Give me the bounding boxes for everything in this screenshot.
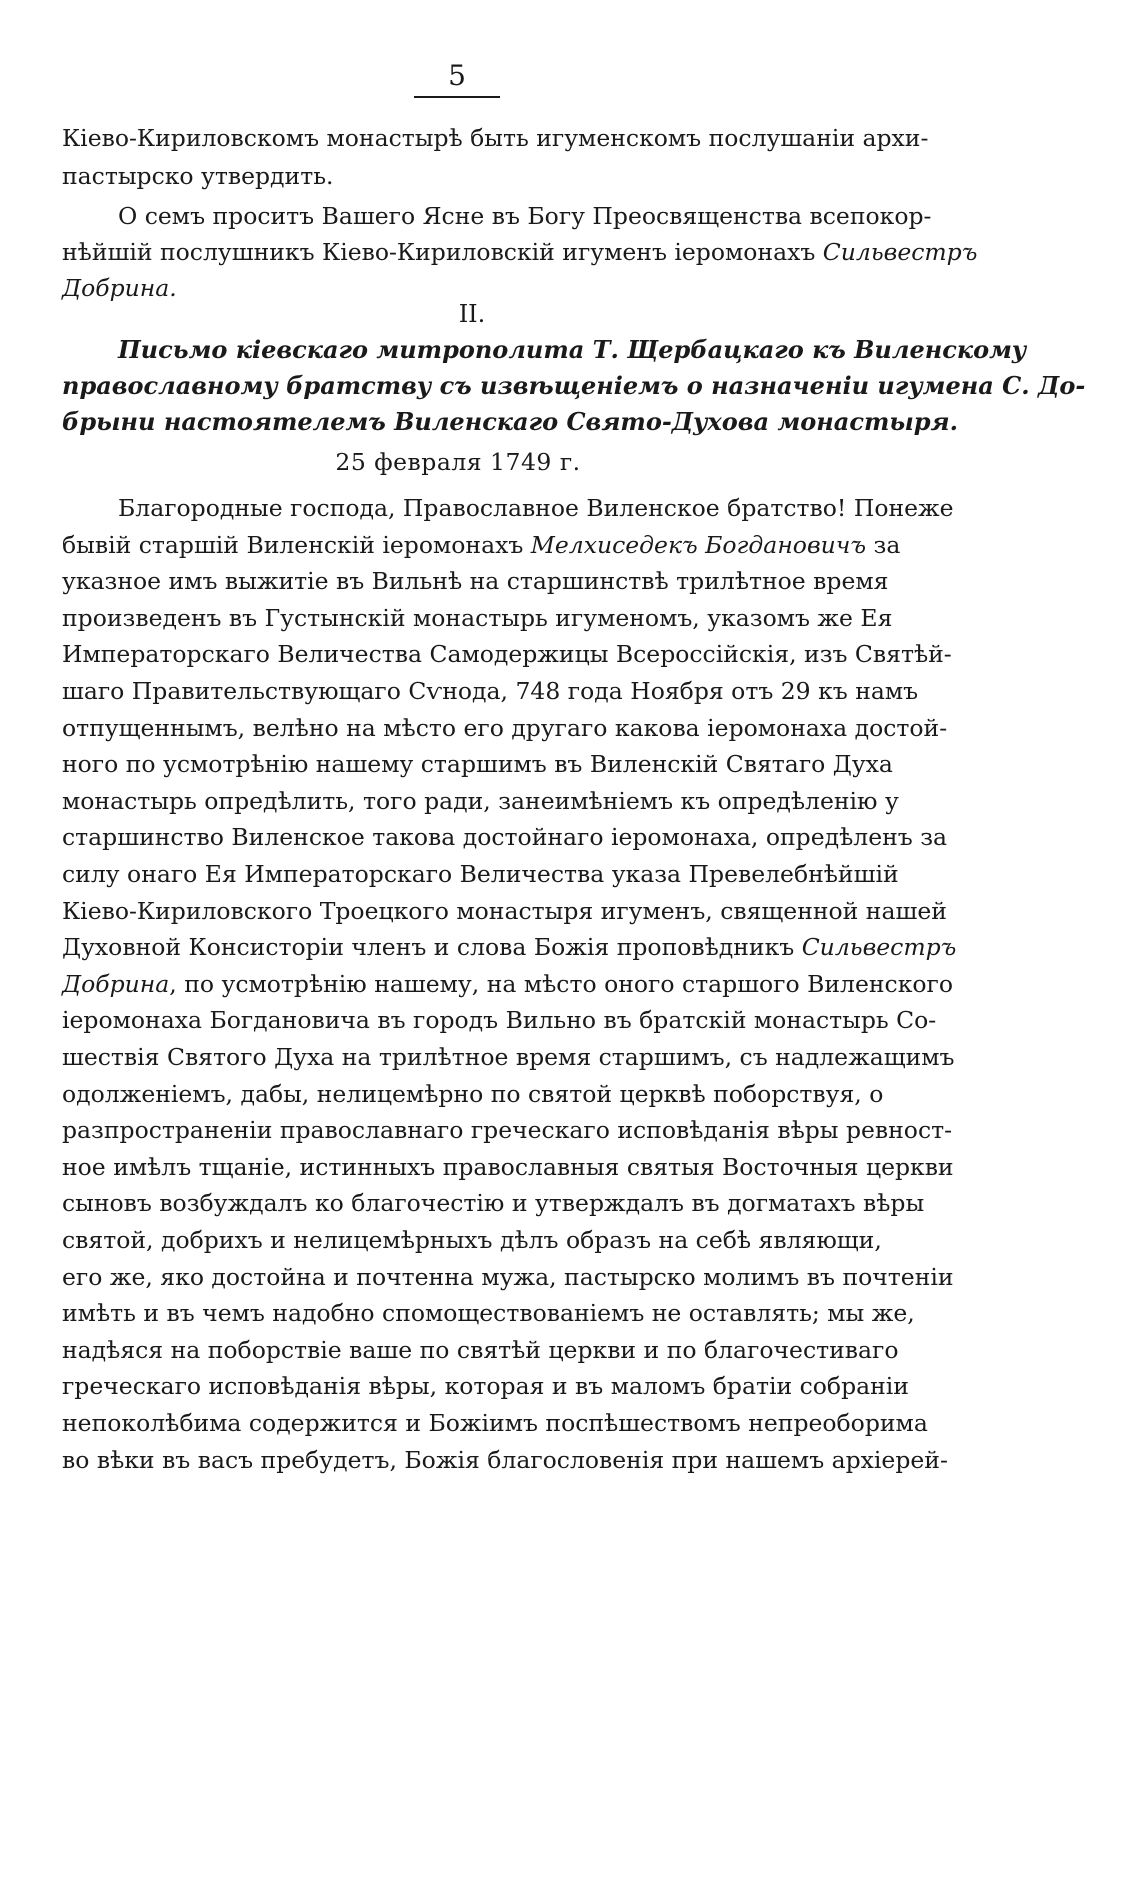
text-span: Кіево-Кириловскомъ монастырѣ быть игуменскомъ послушаніи архи-: [62, 124, 929, 152]
page-number-rule: [414, 96, 500, 98]
text-span: разпространеніи православнаго греческаго исповѣданія вѣры ревност-: [62, 1116, 953, 1145]
text-line: [62, 712, 948, 744]
text-span: имѣть и въ чемъ надобно спомоществованіемъ не оставлять; мы же,: [62, 1299, 915, 1328]
text-line: [62, 1151, 954, 1183]
text-span: силу онаго Ея Императорскаго Величества указа Превелебнѣйшій: [62, 860, 899, 888]
text-span: ное имѣлъ тщаніе, истинныхъ православныя святыя Восточныя церкви: [62, 1152, 954, 1181]
text-line: [62, 1187, 925, 1219]
text-span: старшинство Виленское такова достойнаго іеромонаха, опредѣленъ за: [62, 823, 948, 852]
letter-date: 25 февраля 1749 г.: [335, 448, 581, 476]
text-line: [62, 602, 893, 634]
text-line: [62, 160, 862, 192]
text-span: Благородные господа, Православное Виленское братство! Понеже: [118, 494, 954, 522]
text-line: [62, 1224, 882, 1256]
text-line: [118, 200, 932, 232]
text-line: [62, 122, 929, 154]
text-line: [62, 1004, 937, 1036]
italic-name: Сильвестръ: [822, 238, 978, 266]
italic-name: Сильвестръ: [801, 933, 957, 962]
text-span: бывій старшій Виленскій іеромонахъ: [62, 530, 531, 559]
text-line: [62, 1370, 909, 1402]
text-span: непоколѣбима содержится и Божіимъ поспѣшествомъ непреоборима: [62, 1409, 928, 1437]
text-line: [62, 236, 978, 268]
heading-line: православному братству съ извѣщеніемъ о назначеніи игумена С. До-: [62, 371, 1086, 400]
text-span: указное имъ выжитіе въ Вильнѣ на старшинствѣ трилѣтное время: [62, 567, 889, 596]
text-span: нѣйшій послушникъ Кіево-Кириловскій игуменъ іеромонахъ: [62, 238, 823, 266]
text-line: [118, 492, 954, 524]
text-line: [62, 1041, 955, 1073]
text-span: Духовной Консисторіи членъ и слова Божія проповѣдникъ: [62, 933, 802, 962]
text-line: [62, 1261, 954, 1293]
text-span: іеромонаха Богдановича въ городъ Вильно въ братскій монастырь Со-: [62, 1006, 937, 1035]
text-span: ного по усмотрѣнію нашему старшимъ въ Виленскій Святаго Духа: [62, 750, 893, 779]
text-span: отпущеннымъ, велѣно на мѣсто его другаго какова іеромонаха достой-: [62, 713, 948, 742]
text-span: одолженіемъ, дабы, нелицемѣрно по святой церквѣ поборствуя, о: [62, 1079, 884, 1108]
text-span: за: [866, 530, 901, 559]
text-span: пастырско утвердить.: [62, 162, 334, 190]
italic-name: Мелхиседекъ Богдановичъ: [530, 530, 867, 559]
text-line: [62, 529, 901, 561]
text-line: [62, 748, 893, 780]
text-span: святой, добрихъ и нелицемѣрныхъ дѣлъ образъ на себѣ являющи,: [62, 1226, 882, 1254]
text-line: [62, 1444, 948, 1476]
text-span: Кіево-Кириловского Троецкого монастыря игуменъ, священной нашей: [62, 896, 947, 925]
text-line: [62, 565, 889, 597]
text-span: Императорскаго Величества Самодержицы Всероссійскія, изъ Святѣй-: [62, 640, 952, 669]
text-span: монастырь опредѣлить, того ради, занеимѣніемъ къ опредѣленію у: [62, 786, 899, 815]
heading-line: Письмо кіевскаго митрополита Т. Щербацкаго къ Виленскому: [118, 335, 1027, 364]
text-span: , по усмотрѣнію нашему, на мѣсто оного старшого Виленского: [169, 969, 953, 998]
text-line: [62, 1078, 884, 1110]
text-line: [62, 931, 957, 963]
text-line: [62, 821, 948, 853]
text-span: шествія Святого Духа на трилѣтное время старшимъ, съ надлежащимъ: [62, 1043, 955, 1071]
text-span: произведенъ въ Густынскій монастырь игуменомъ, указомъ же Ея: [62, 603, 893, 632]
text-line: [62, 858, 899, 890]
text-line: [62, 1114, 953, 1146]
text-line: [62, 968, 953, 1000]
text-line: [62, 895, 947, 927]
text-span: О семъ проситъ Вашего Ясне въ Богу Преосвященства всепокор-: [118, 202, 932, 230]
italic-name: Добрина: [62, 969, 170, 998]
heading-line: брыни настоятелемъ Виленскаго Свято-Духова монастыря.: [62, 407, 959, 436]
page-number: 5: [448, 59, 466, 92]
italic-name: Добрина.: [62, 274, 177, 302]
text-span: шаго Правительствующаго Сѵнода, 748 года Ноября отъ 29 къ намъ: [62, 677, 919, 705]
text-span: сыновъ возбуждалъ ко благочестію и утверждалъ въ догматахъ вѣры: [62, 1189, 925, 1218]
text-span: греческаго исповѣданія вѣры, которая и въ маломъ братіи собраніи: [62, 1372, 909, 1401]
text-line: [62, 785, 899, 817]
text-line: [62, 1297, 915, 1329]
section-number: II.: [458, 300, 486, 328]
text-line: [62, 675, 919, 707]
text-line: [62, 1334, 899, 1366]
text-span: во вѣки въ васъ пребудетъ, Божія благословенія при нашемъ архіерей-: [62, 1445, 948, 1474]
text-span: его же, яко достойна и почтенна мужа, пастырско молимъ въ почтеніи: [62, 1262, 954, 1291]
text-span: надѣяся на поборствіе ваше по святѣй церкви и по благочестиваго: [62, 1335, 899, 1364]
text-line: [62, 638, 952, 670]
text-line: [62, 1407, 928, 1439]
